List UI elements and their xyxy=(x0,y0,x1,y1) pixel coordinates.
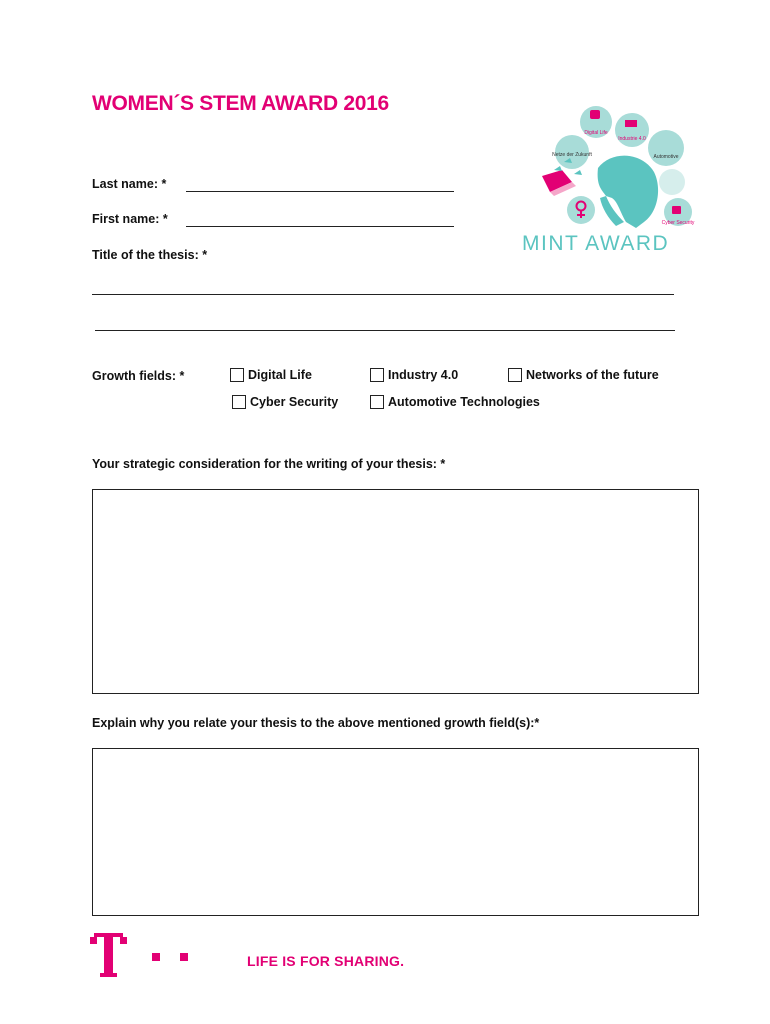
checkbox[interactable] xyxy=(370,368,384,382)
mint-award-logo xyxy=(520,100,695,260)
explain-relation-textarea[interactable] xyxy=(92,748,699,916)
thesis-title-line-2[interactable] xyxy=(95,330,675,331)
svg-text:Automotive: Automotive xyxy=(653,154,679,160)
mint-award-text: MINT AWARD xyxy=(522,232,670,255)
svg-text:Digital Life: Digital Life xyxy=(584,130,608,136)
bubble-cloud xyxy=(659,169,685,195)
svg-text:Industrie 4.0: Industrie 4.0 xyxy=(618,136,646,142)
first-name-label: First name: * xyxy=(92,212,168,226)
checkbox[interactable] xyxy=(508,368,522,382)
checkbox[interactable] xyxy=(232,395,246,409)
option-automotive-technologies[interactable] xyxy=(370,395,540,409)
option-label: Digital Life xyxy=(248,368,312,382)
growth-fields-label: Growth fields: * xyxy=(92,369,185,383)
checkbox[interactable] xyxy=(370,395,384,409)
option-industry-4-0[interactable] xyxy=(370,368,458,382)
option-label: Automotive Technologies xyxy=(388,395,540,409)
option-digital-life[interactable] xyxy=(230,368,312,382)
explain-relation-label: Explain why you relate your thesis to the above mentioned growth field(s):* xyxy=(92,716,540,730)
option-label: Networks of the future xyxy=(526,368,659,382)
strategic-consideration-textarea[interactable] xyxy=(92,489,699,694)
first-name-field[interactable] xyxy=(186,226,454,227)
last-name-label: Last name: * xyxy=(92,177,167,191)
footer-slogan: LIFE IS FOR SHARING. xyxy=(247,953,405,969)
svg-text:Netze der Zukunft: Netze der Zukunft xyxy=(552,152,592,158)
bubble-automotive xyxy=(648,130,684,166)
svg-text:Cyber Security: Cyber Security xyxy=(661,220,695,226)
telekom-logo xyxy=(90,933,190,983)
option-label: Cyber Security xyxy=(250,395,339,409)
checkbox[interactable] xyxy=(230,368,244,382)
option-label: Industry 4.0 xyxy=(388,368,459,382)
option-cyber-security[interactable] xyxy=(232,395,338,409)
thesis-title-line-1[interactable] xyxy=(92,294,674,295)
strategic-consideration-label: Your strategic consideration for the writing of your thesis: * xyxy=(92,457,446,471)
option-networks-of-the-future[interactable] xyxy=(508,368,659,382)
last-name-field[interactable] xyxy=(186,191,454,192)
page-title: WOMEN´S STEM AWARD 2016 xyxy=(92,92,389,115)
thesis-title-label: Title of the thesis: * xyxy=(92,248,208,262)
